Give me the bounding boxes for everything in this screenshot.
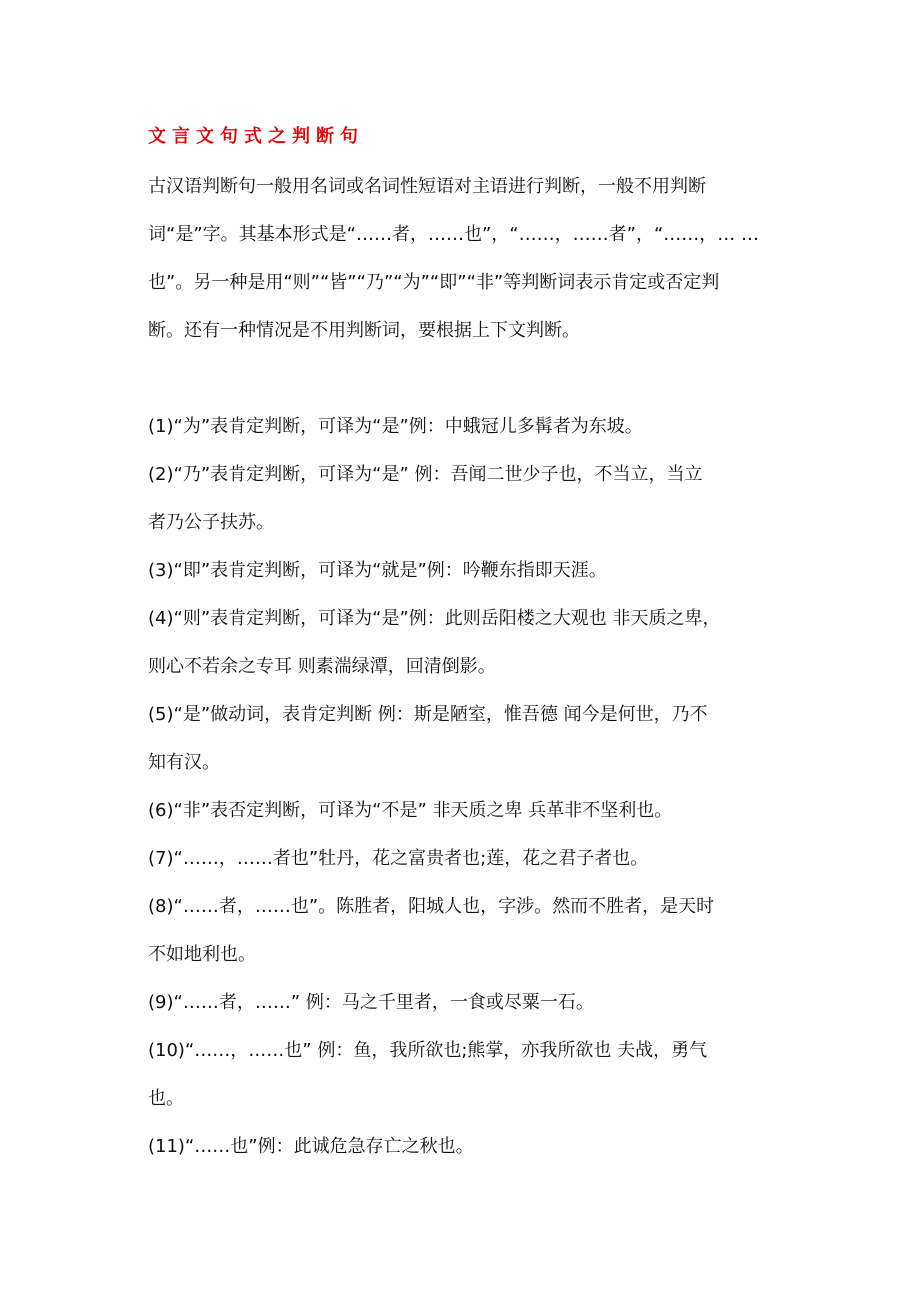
item-line-4: (3)“即”表肯定判断，可译为“就是”例：吟鞭东指即天涯。 [148, 560, 607, 581]
item-line-7: (5)“是”做动词，表肯定判断 例：斯是陋室，惟吾德 闻今是何世，乃不 [148, 704, 708, 725]
item-line-8: 知有汉。 [148, 752, 220, 773]
item-line-15: 也。 [148, 1088, 184, 1109]
item-line-2: (2)“乃”表肯定判断，可译为“是” 例：吾闻二世少子也，不当立，当立 [148, 464, 703, 485]
item-line-16: (11)“……也”例：此诚危急存亡之秋也。 [148, 1136, 474, 1157]
item-line-6: 则心不若余之专耳 则素湍绿潭，回清倒影。 [148, 656, 496, 677]
document-title: 文言文句式之判断句 [148, 126, 364, 147]
item-line-11: (8)“……者，……也”。陈胜者，阳城人也，字涉。然而不胜者，是天时 [148, 896, 715, 917]
item-line-3: 者乃公子扶苏。 [148, 512, 274, 533]
item-line-10: (7)“……，……者也”牡丹，花之富贵者也;莲，花之君子者也。 [148, 848, 649, 869]
item-line-12: 不如地利也。 [148, 944, 256, 965]
item-line-13: (9)“……者，……” 例：马之千里者，一食或尽粟一石。 [148, 992, 594, 1013]
item-line-1: (1)“为”表肯定判断，可译为“是”例：中蛾冠儿多髯者为东坡。 [148, 416, 643, 437]
item-line-14: (10)“……，……也” 例：鱼，我所欲也;熊掌，亦我所欲也 夫战，勇气 [148, 1040, 708, 1061]
intro-line-2: 词“是”字。其基本形式是“……者，……也”，“……，……者”，“……，… … [148, 224, 759, 245]
item-line-9: (6)“非”表否定判断，可译为“不是” 非天质之卑 兵革非不坚利也。 [148, 800, 673, 821]
intro-line-4: 断。还有一种情况是不用判断词，要根据上下文判断。 [148, 320, 580, 341]
intro-line-1: 古汉语判断句一般用名词或名词性短语对主语进行判断，一般不用判断 [148, 176, 706, 197]
item-line-5: (4)“则”表肯定判断，可译为“是”例：此则岳阳楼之大观也 非天质之卑， [148, 608, 721, 629]
intro-line-3: 也”。另一种是用“则”“皆”“乃”“为”“即”“非”等判断词表示肯定或否定判 [148, 272, 720, 293]
